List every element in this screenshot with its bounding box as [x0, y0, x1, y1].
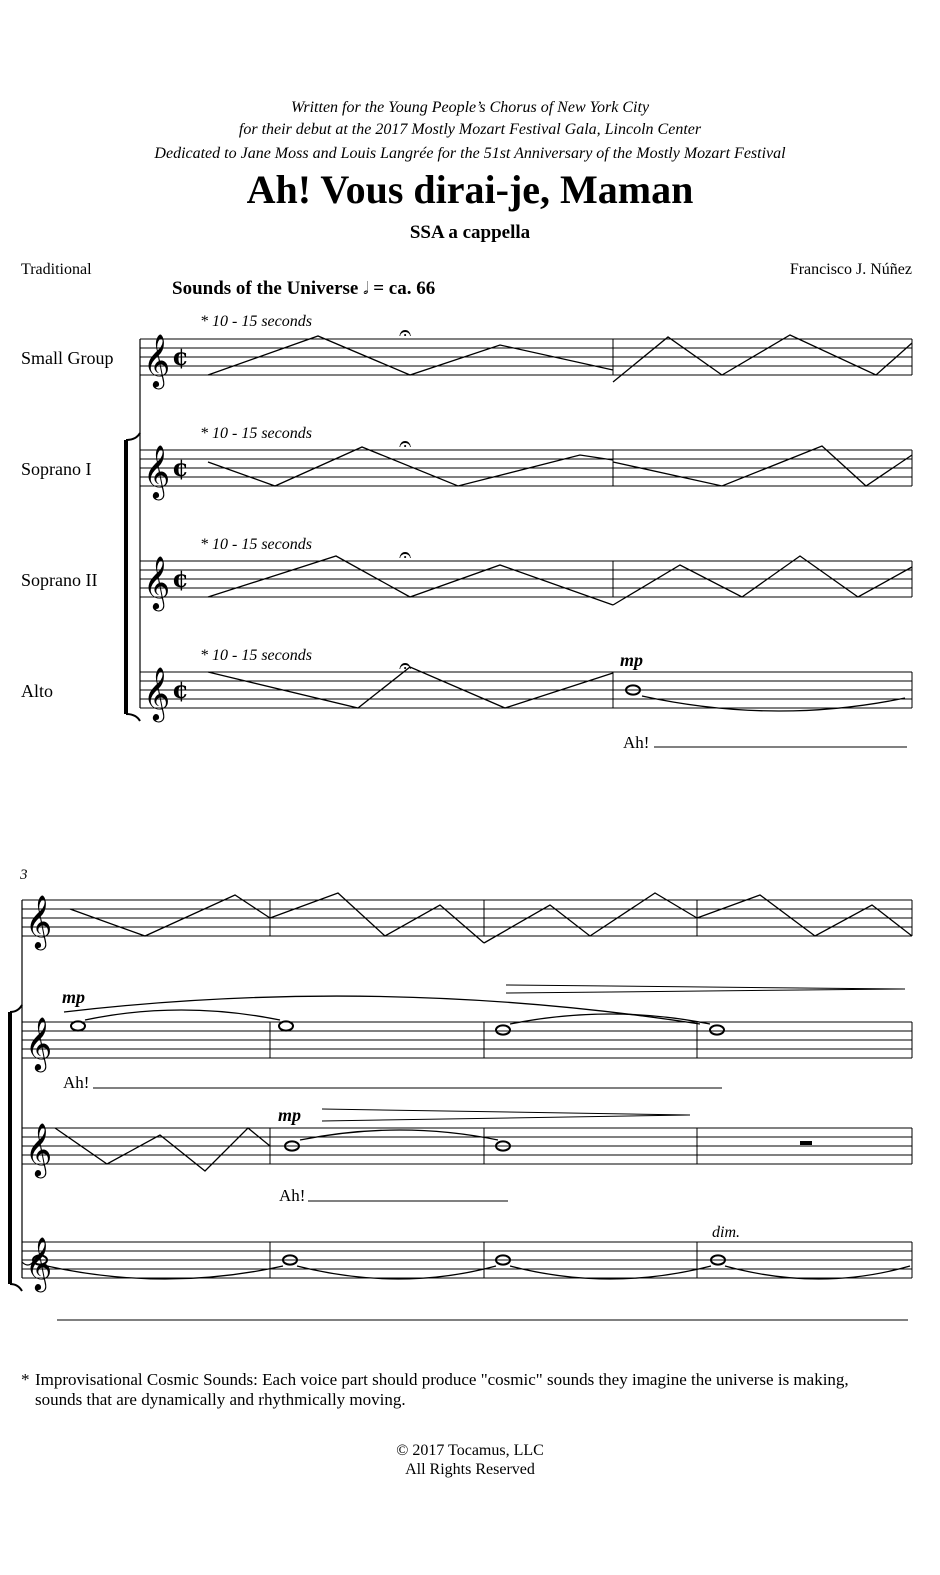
tie-alto-m4 [297, 1266, 496, 1279]
tie-soprano-2-m4 [300, 1130, 498, 1140]
cut-time-icon: ¢ [172, 675, 189, 704]
whole-rest-soprano-2-m6 [800, 1141, 812, 1145]
tie-soprano-1-m3 [85, 1010, 280, 1020]
treble-clef-icon: 𝄞 [25, 1236, 53, 1290]
tie-alto-m3 [47, 1266, 283, 1279]
copyright-line-1: © 2017 Tocamus, LLC [396, 1442, 544, 1459]
tempo-label: Sounds of the Universe [172, 278, 359, 299]
staff-soprano-1 [140, 450, 912, 486]
cosmic-line-small-group-m3 [70, 895, 270, 936]
dim-marking-alto: dim. [712, 1224, 740, 1241]
dedication-line-2: for their debut at the 2017 Mostly Mozart Festival Gala, Lincoln Center [238, 121, 702, 138]
part-name-soprano-2: Soprano II [21, 570, 98, 590]
staff2-soprano-1 [22, 1022, 912, 1058]
treble-clef-icon: 𝄞 [143, 333, 171, 387]
piece-title: Ah! Vous dirai-je, Maman [246, 167, 694, 212]
duration-mark-soprano-1: * 10 - 15 seconds [200, 425, 312, 442]
fermata-icon: 𝄐 [399, 432, 412, 457]
composer-credit: Francisco J. Núñez [789, 261, 912, 278]
piece-subtitle: SSA a cappella [409, 222, 531, 243]
staff-alto [140, 672, 912, 708]
duration-mark-small-group: * 10 - 15 seconds [200, 313, 312, 330]
part-name-alto: Alto [21, 681, 54, 701]
cosmic-line-soprano-2-m2 [613, 556, 912, 605]
dynamic-mp-alto: mp [620, 650, 644, 670]
cut-time-icon: ¢ [172, 564, 189, 593]
whole-note-soprano-1-m6 [710, 1025, 724, 1034]
cut-time-icon: ¢ [172, 342, 189, 371]
staff-soprano-2 [140, 561, 912, 597]
part-name-soprano-1: Soprano I [21, 459, 92, 479]
staff-small-group [140, 339, 912, 375]
cosmic-line-small-group-m6 [697, 895, 912, 936]
decresc-hairpin-s2-top [322, 1109, 690, 1115]
fermata-icon: 𝄐 [399, 654, 412, 679]
part-name-small-group: Small Group [21, 348, 114, 368]
copyright-line-2: All Rights Reserved [405, 1461, 535, 1478]
duration-mark-soprano-2: * 10 - 15 seconds [200, 536, 312, 553]
dynamic-mp-soprano-1: mp [62, 987, 86, 1007]
dynamic-mp-soprano-2: mp [278, 1105, 302, 1125]
decresc-hairpin-bottom [506, 989, 905, 993]
decresc-hairpin-s2-bottom [322, 1115, 690, 1121]
treble-clef-icon: 𝄞 [143, 555, 171, 609]
tie-alto-m2 [642, 696, 905, 711]
duration-mark-alto: * 10 - 15 seconds [200, 647, 312, 664]
whole-note-soprano-1-m3 [71, 1021, 85, 1030]
fermata-icon: 𝄐 [399, 321, 412, 346]
treble-clef-icon: 𝄞 [25, 1122, 53, 1176]
half-note-icon: 𝅗𝅥 [363, 279, 369, 299]
cosmic-line-soprano-1-m2 [613, 446, 912, 486]
cut-time-icon: ¢ [172, 453, 189, 482]
treble-clef-icon: 𝄞 [25, 894, 53, 948]
cosmic-line-soprano-2-m3 [55, 1128, 270, 1171]
decresc-hairpin-top [506, 985, 905, 989]
staff2-soprano-2 [22, 1128, 912, 1164]
treble-clef-icon: 𝄞 [143, 444, 171, 498]
tempo-value: = ca. 66 [373, 278, 436, 299]
footnote-marker: * [21, 1370, 30, 1389]
whole-note-soprano-1-m5 [496, 1025, 510, 1034]
dedication-line-3: Dedicated to Jane Moss and Louis Langrée for the 51st Anniversary of the Mostly Mozart Festival [154, 145, 786, 162]
lyric-soprano-2: Ah! [279, 1186, 306, 1205]
lyric-alto: Ah! [623, 733, 650, 752]
tie-alto-m6 [725, 1266, 910, 1279]
whole-note-soprano-1-m4 [279, 1021, 293, 1030]
lyric-soprano-1: Ah! [63, 1073, 90, 1092]
footnote-text: Improvisational Cosmic Sounds: Each voice part should produce "cosmic" sounds they imagine the universe is making, sounds that are dynamically and rhythmically moving. [35, 1370, 849, 1409]
tie-alto-m5 [510, 1266, 711, 1279]
measure-number: 3 [20, 867, 28, 883]
dedication-line-1: Written for the Young People’s Chorus of New York City [290, 99, 650, 116]
fermata-icon: 𝄐 [399, 543, 412, 568]
treble-clef-icon: 𝄞 [25, 1016, 53, 1070]
treble-clef-icon: 𝄞 [143, 666, 171, 720]
lyricist-credit: Traditional [21, 261, 92, 278]
